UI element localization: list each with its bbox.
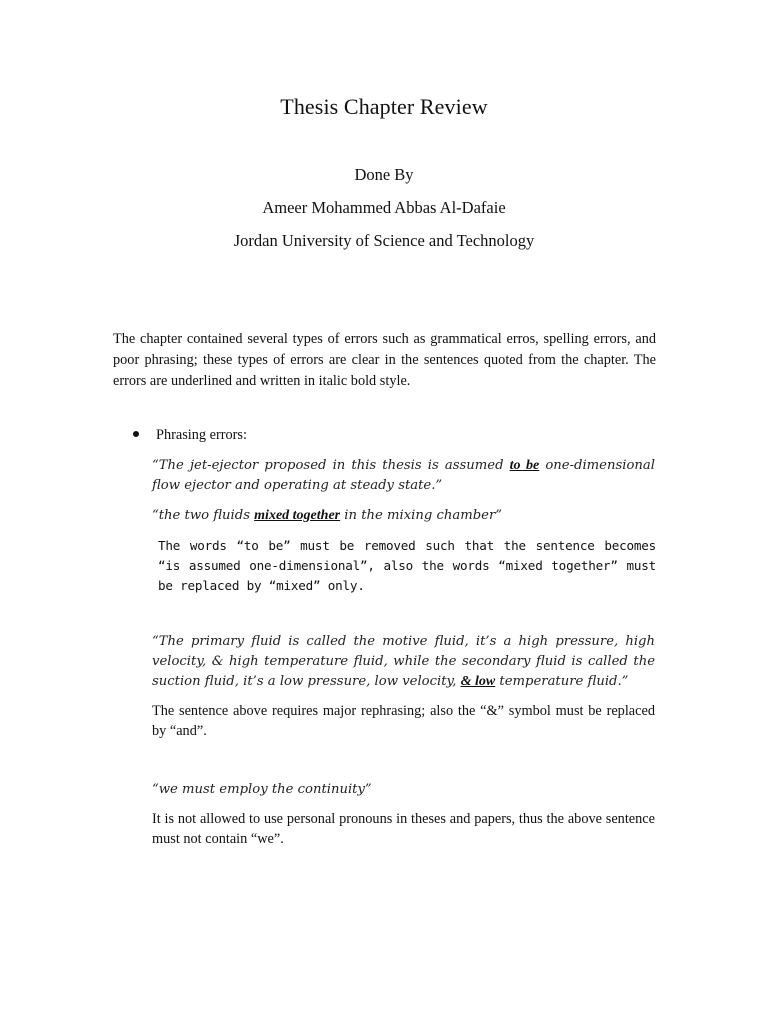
quote-3	[152, 632, 655, 692]
section-heading: Phrasing errors:	[156, 427, 247, 443]
university-name: Jordan University of Science and Technology	[233, 231, 535, 250]
quote-text: “The primary fluid is called the motive fluid, it’s a high pressure, high velocity, & high temperature fluid, while the secondary fluid is called the suction fluid, it’s a low pressure, low velocity,	[152, 634, 655, 689]
bullet-icon	[133, 431, 139, 437]
quote-4: “we must employ the continuity”	[152, 782, 372, 797]
quote-text: “the two fluids	[152, 508, 255, 523]
document-title: Thesis Chapter Review	[280, 94, 488, 119]
error-highlight: mixed together	[254, 508, 341, 523]
bullet-item-phrasing-errors	[133, 427, 247, 444]
done-by-label: Done By	[354, 165, 414, 184]
quote-1	[152, 456, 655, 496]
error-highlight: to be	[509, 458, 540, 473]
intro-paragraph: The chapter contained several types of errors such as grammatical erros, spelling errors, and poor phrasing; these types of errors are clear in the sentences quoted from the chapter. The errors are underlined and written in italic bold style.	[113, 331, 656, 389]
quote-text: “The jet-ejector proposed in this thesis is assumed	[152, 458, 510, 473]
note-3: It is not allowed to use personal pronouns in theses and papers, thus the above sentence must not contain “we”.	[152, 811, 655, 847]
note-2: The sentence above requires major rephrasing; also the “&” symbol must be replaced by “and”.	[152, 703, 655, 739]
quote-text: one-dimensional flow ejector and operating at steady state.”	[152, 458, 655, 493]
error-highlight: & low	[460, 674, 496, 689]
quote-text: temperature fluid.”	[495, 674, 629, 689]
note-1: The words “to be” must be removed such that the sentence becomes “is assumed one-dimensional”, also the words “mixed together” must be replaced by “mixed” only.	[158, 538, 656, 593]
quote-text: in the mixing chamber”	[340, 508, 503, 523]
quote-2	[152, 506, 655, 526]
author-name: Ameer Mohammed Abbas Al-Dafaie	[262, 198, 506, 217]
